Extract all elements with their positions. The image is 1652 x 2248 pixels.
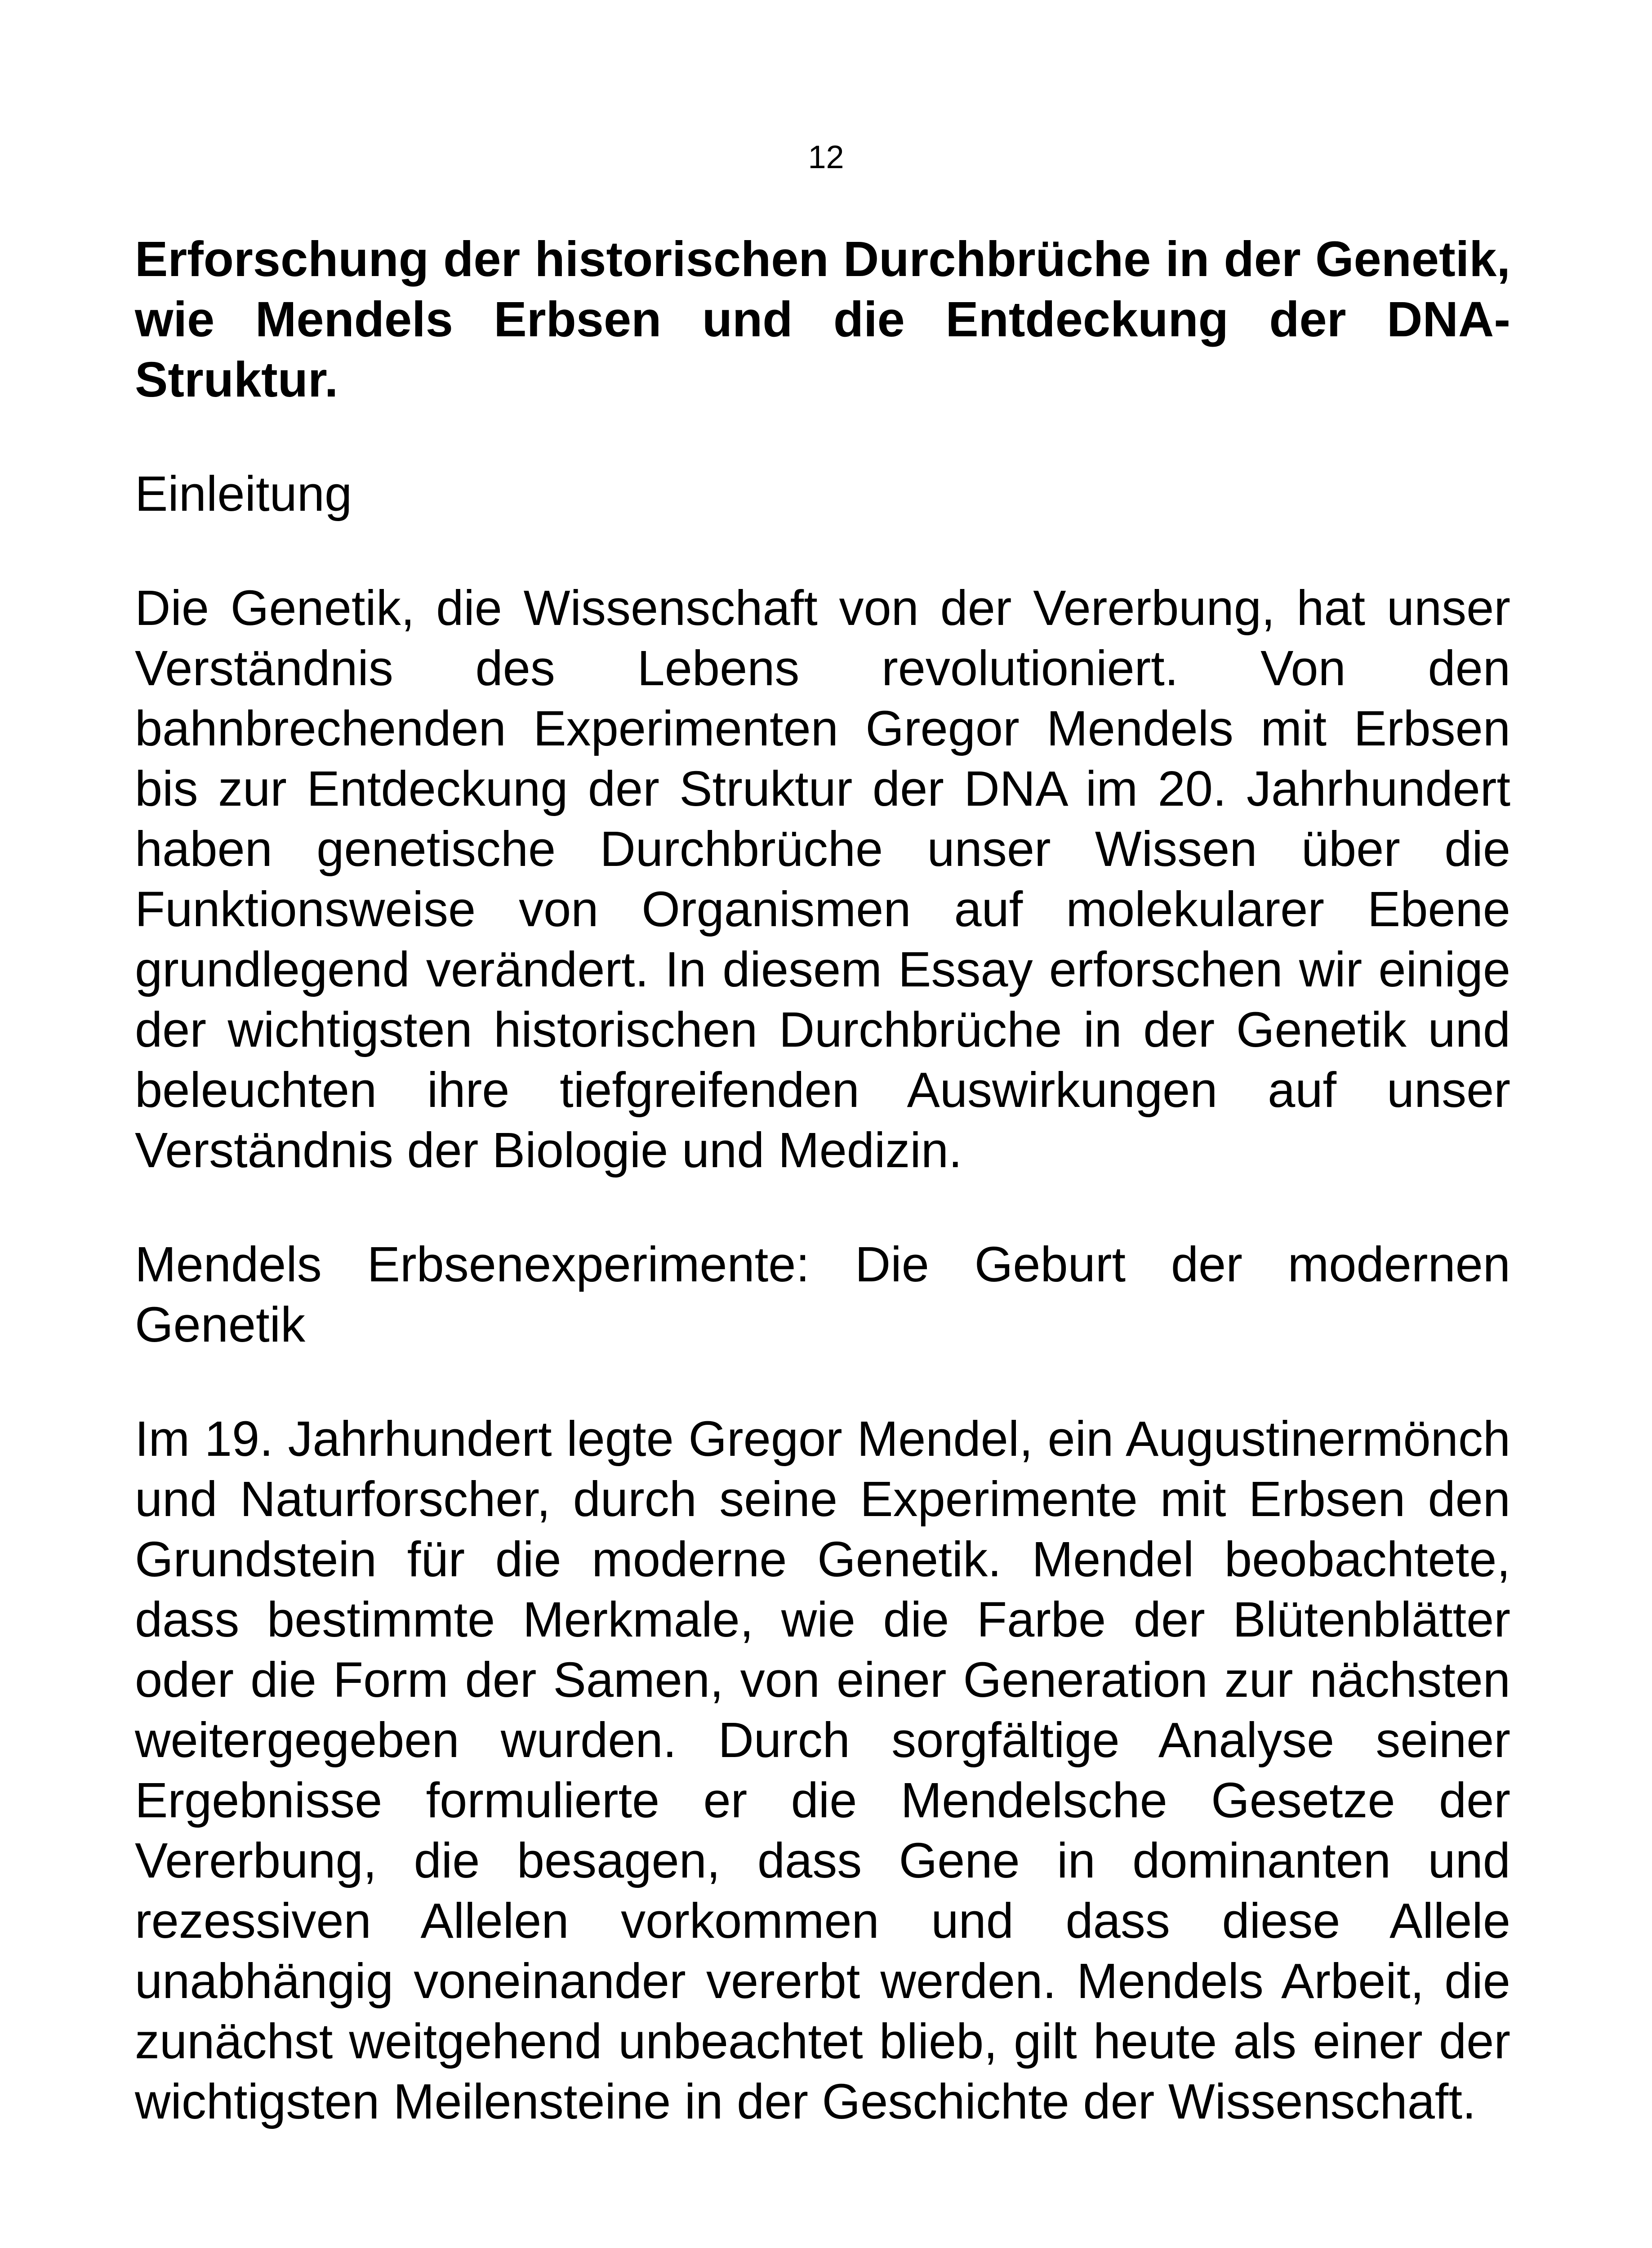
spacer	[135, 524, 1510, 578]
paragraph-einleitung: Die Genetik, die Wissenschaft von der Vererbung, hat unser Verständnis des Lebens revolutioniert. Von den bahnbrechenden Experimenten Gregor Mendels mit Erbsen bis zur Entdeckung der Struktur der DNA im 20. Jahrhundert haben genetische Durchbrüche unser Wissen über die Funktionsweise von Organismen auf molekularer Ebene grundlegend verändert. In diesem Essay erforschen wir einige der wichtigsten historischen Durchbrüche in der Genetik und beleuchten ihre tiefgreifenden Auswirkungen auf unser Verständnis der Biologie und Medizin.	[135, 580, 1510, 1178]
spacer	[135, 1181, 1510, 1235]
section-heading-mendel: Mendels Erbsenexperimente: Die Geburt der modernen Genetik	[135, 1237, 1510, 1352]
section-heading-einleitung: Einleitung	[135, 466, 352, 522]
page-number: 12	[808, 139, 844, 175]
spacer	[135, 410, 1510, 464]
document-body	[135, 229, 1510, 2132]
paragraph-mendel: Im 19. Jahrhundert legte Gregor Mendel, ein Augustinermönch und Naturforscher, durch seine Experimente mit Erbsen den Grundstein für die moderne Genetik. Mendel beobachtete, dass bestimmte Merkmale, wie die Farbe der Blütenblätter oder die Form der Samen, von einer Generation zur nächsten weitergegeben wurden. Durch sorgfältige Analyse seiner Ergebnisse formulierte er die Mendelsche Gesetze der Vererbung, die besagen, dass Gene in dominanten und rezessiven Allelen vorkommen und dass diese Allele unabhängig voneinander vererbt werden. Mendels Arbeit, die zunächst weitgehend unbeachtet blieb, gilt heute als einer der wichtigsten Meilensteine in der Geschichte der Wissenschaft.	[135, 1411, 1510, 2129]
document-title: Erforschung der historischen Durchbrüche in der Genetik, wie Mendels Erbsen und die Entdeckung der DNA-Struktur.	[135, 232, 1510, 407]
spacer	[135, 1355, 1510, 1409]
